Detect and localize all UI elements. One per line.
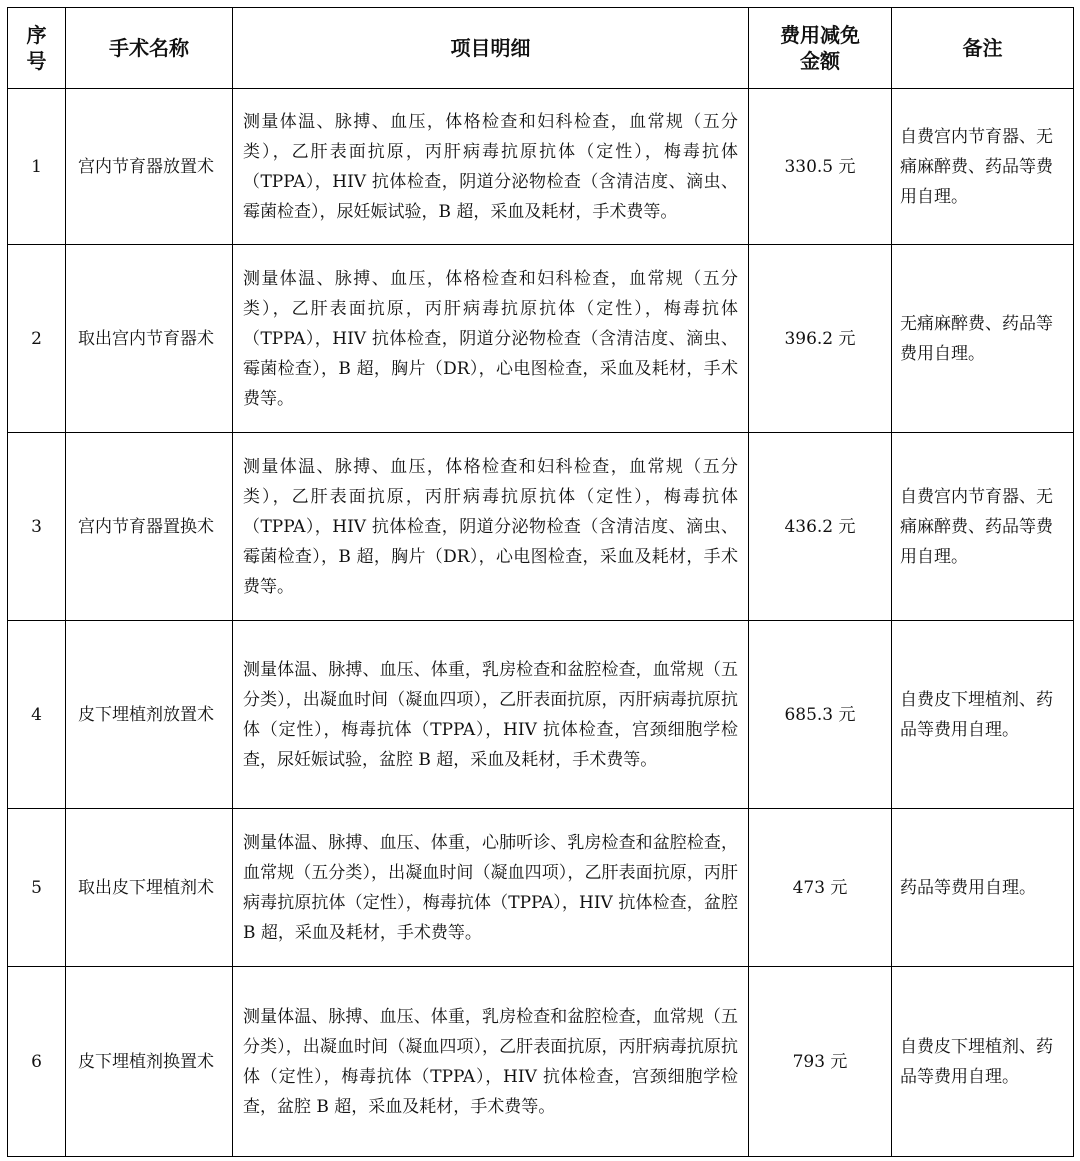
surgery-name: 取出宫内节育器术 (66, 245, 233, 433)
remark: 自费宫内节育器、无痛麻醉费、药品等费用自理。 (892, 433, 1074, 621)
surgery-name: 宫内节育器放置术 (66, 89, 233, 245)
row-number: 3 (8, 433, 66, 621)
row-number: 2 (8, 245, 66, 433)
row-number: 1 (8, 89, 66, 245)
fee-reduction-amount: 396.2 元 (749, 245, 892, 433)
table-row (8, 433, 1074, 621)
header-row (8, 8, 1074, 89)
header-fee-reduction-amount: 费用减免金额 (749, 8, 892, 89)
header-item-detail: 项目明细 (233, 8, 749, 89)
table-row (8, 621, 1074, 809)
surgery-name: 取出皮下埋植剂术 (66, 809, 233, 967)
table-row (8, 89, 1074, 245)
header-remark: 备注 (892, 8, 1074, 89)
table-row (8, 967, 1074, 1157)
header-surgery-name: 手术名称 (66, 8, 233, 89)
surgery-name: 皮下埋植剂放置术 (66, 621, 233, 809)
fee-reduction-table (7, 7, 1074, 1157)
fee-reduction-amount: 473 元 (749, 809, 892, 967)
fee-reduction-amount: 685.3 元 (749, 621, 892, 809)
item-detail: 测量体温、脉搏、血压、体重，乳房检查和盆腔检查，血常规（五分类），出凝血时间（凝血四项），乙肝表面抗原，丙肝病毒抗原抗体（定性），梅毒抗体（TPPA），HIV 抗体检查，宫颈细胞学检查，尿妊娠试验，盆腔 B 超，采血及耗材，手术费等。 (233, 621, 749, 809)
remark: 自费皮下埋植剂、药品等费用自理。 (892, 621, 1074, 809)
remark: 自费皮下埋植剂、药品等费用自理。 (892, 967, 1074, 1157)
item-detail: 测量体温、脉搏、血压、体重，乳房检查和盆腔检查，血常规（五分类），出凝血时间（凝血四项），乙肝表面抗原，丙肝病毒抗原抗体（定性），梅毒抗体（TPPA），HIV 抗体检查，宫颈细胞学检查，盆腔 B 超，采血及耗材，手术费等。 (233, 967, 749, 1157)
surgery-name: 宫内节育器置换术 (66, 433, 233, 621)
row-number: 6 (8, 967, 66, 1157)
table-row (8, 809, 1074, 967)
table-row (8, 245, 1074, 433)
item-detail: 测量体温、脉搏、血压，体格检查和妇科检查，血常规（五分类），乙肝表面抗原，丙肝病毒抗原抗体（定性），梅毒抗体（TPPA），HIV 抗体检查，阴道分泌物检查（含清洁度、滴虫、霉菌检查），B 超，胸片（DR），心电图检查，采血及耗材，手术费等。 (233, 433, 749, 621)
remark: 自费宫内节育器、无痛麻醉费、药品等费用自理。 (892, 89, 1074, 245)
item-detail: 测量体温、脉搏、血压，体格检查和妇科检查，血常规（五分类），乙肝表面抗原，丙肝病毒抗原抗体（定性），梅毒抗体（TPPA），HIV 抗体检查，阴道分泌物检查（含清洁度、滴虫、霉菌检查），B 超，胸片（DR），心电图检查，采血及耗材，手术费等。 (233, 245, 749, 433)
surgery-name: 皮下埋植剂换置术 (66, 967, 233, 1157)
header-no: 序号 (8, 8, 66, 89)
item-detail: 测量体温、脉搏、血压、体重，心肺听诊、乳房检查和盆腔检查，血常规（五分类），出凝血时间（凝血四项），乙肝表面抗原，丙肝病毒抗原抗体（定性），梅毒抗体（TPPA），HIV 抗体检查，盆腔 B 超，采血及耗材，手术费等。 (233, 809, 749, 967)
row-number: 4 (8, 621, 66, 809)
remark: 药品等费用自理。 (892, 809, 1074, 967)
remark: 无痛麻醉费、药品等费用自理。 (892, 245, 1074, 433)
fee-reduction-amount: 793 元 (749, 967, 892, 1157)
fee-reduction-amount: 436.2 元 (749, 433, 892, 621)
row-number: 5 (8, 809, 66, 967)
item-detail: 测量体温、脉搏、血压，体格检查和妇科检查，血常规（五分类），乙肝表面抗原，丙肝病毒抗原抗体（定性），梅毒抗体（TPPA），HIV 抗体检查，阴道分泌物检查（含清洁度、滴虫、霉菌检查），尿妊娠试验，B 超，采血及耗材，手术费等。 (233, 89, 749, 245)
fee-reduction-amount: 330.5 元 (749, 89, 892, 245)
